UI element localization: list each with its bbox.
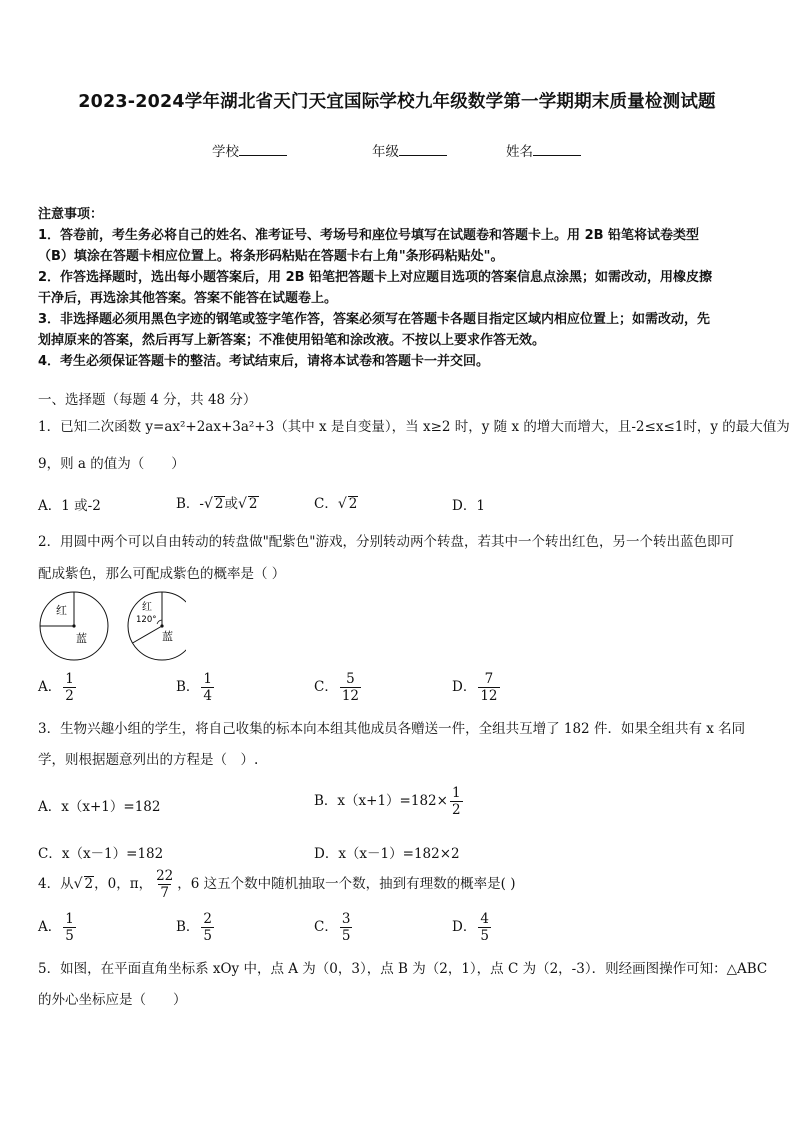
- fraction: [154, 868, 175, 901]
- fraction: [201, 911, 214, 944]
- grade-label: 年级: [372, 144, 399, 160]
- option-label: B．: [176, 919, 200, 935]
- q4-mid: ，0，π，: [94, 876, 153, 892]
- question-1-line1: 1．已知二次函数 y=ax²+2ax+3a²+3（其中 x 是自变量），当 x≥2 时，y 随 x 的增大而增大，且-2≤x≤1时，y 的最大值为: [38, 419, 790, 435]
- numerator: 7: [484, 671, 494, 687]
- disk2-red-label: 红: [142, 602, 152, 613]
- fraction: [63, 911, 76, 944]
- disk2-angle-label: 120°: [136, 615, 157, 625]
- q3-option-c[interactable]: C．x（x－1）=182: [38, 846, 164, 862]
- question-2-line1: 2．用圆中两个可以自由转动的转盘做"配紫色"游戏，分别转动两个转盘，若其中一个转出红色，另一个转出蓝色即可: [38, 534, 735, 550]
- denominator: 12: [341, 688, 360, 704]
- question-4: [38, 868, 515, 901]
- q1-option-a[interactable]: A．1 或-2: [38, 498, 101, 514]
- disk1-blue-label: 蓝: [76, 632, 87, 645]
- denominator: 4: [203, 688, 213, 704]
- option-label: C．: [314, 919, 338, 935]
- q2-option-d[interactable]: [452, 671, 502, 704]
- notes-line: 1．答卷前，考生务必将自己的姓名、准考证号、考场号和座位号填写在试题卷和答题卡上。用 2B 铅笔将试卷类型: [38, 228, 700, 243]
- grade-blank[interactable]: [399, 144, 447, 156]
- q1-b-radicand1: 2: [214, 496, 224, 512]
- notes-line: 划掉原来的答案，然后再写上新答案；不准使用铅笔和涂改液。不按以上要求作答无效。: [38, 333, 546, 348]
- section-heading: 一、选择题（每题 4 分，共 48 分）: [38, 392, 257, 408]
- sqrt-icon: √: [73, 876, 83, 892]
- q4-prefix: 4．从: [38, 876, 74, 892]
- spinner-disk-1: [40, 592, 108, 660]
- q2-option-a[interactable]: [38, 671, 78, 704]
- q3-option-b[interactable]: [314, 785, 465, 818]
- option-label: C．: [314, 679, 338, 695]
- q4-option-a[interactable]: [38, 911, 78, 944]
- numerator: 1: [65, 911, 74, 927]
- q1-option-d[interactable]: D．1: [452, 498, 485, 514]
- fraction: [450, 785, 463, 818]
- numerator: 1: [451, 785, 461, 801]
- grade-field: [372, 140, 447, 160]
- notes-line: 2．作答选择题时，选出每小题答案后，用 2B 铅笔把答题卡上对应题目选项的答案信息点涂黑；如需改动，用橡皮擦: [38, 270, 713, 285]
- notes-line: 4．考生必须保证答题卡的整洁。考试结束后，请将本试卷和答题卡一并交回。: [38, 354, 490, 369]
- option-label: B．: [176, 679, 200, 695]
- page-title: 2023-2024学年湖北省天门天宜国际学校九年级数学第一学期期末质量检测试题: [78, 92, 716, 112]
- fraction: [478, 671, 499, 704]
- question-5-line1: 5．如图，在平面直角坐标系 xOy 中，点 A 为（0，3），点 B 为（2，1），点 C 为（2，-3）．则经画图操作可知：△ABC: [38, 961, 768, 977]
- q3-b-text: B．x（x+1）=182×: [314, 793, 448, 809]
- disk1-red-label: 红: [56, 604, 67, 617]
- q1-option-c[interactable]: [314, 492, 358, 512]
- q1-b-radicand2: 2: [248, 496, 258, 512]
- q1-b-or: 或: [224, 496, 238, 512]
- q2-option-c[interactable]: [314, 671, 363, 704]
- q1-option-b[interactable]: [176, 492, 259, 512]
- option-label: D．: [452, 679, 477, 695]
- option-label: D．: [452, 919, 477, 935]
- numerator: 1: [203, 671, 213, 687]
- question-5-line2: 的外心坐标应是（ ）: [38, 992, 187, 1008]
- notes-line: （B）填涂在答题卡相应位置上。将条形码粘贴在答题卡右上角"条形码粘贴处"。: [38, 249, 504, 264]
- fraction: [478, 911, 491, 944]
- school-field: [212, 140, 287, 160]
- denominator: 2: [451, 802, 461, 818]
- question-2-line2: 配成紫色，那么可配成紫色的概率是（ ）: [38, 566, 286, 582]
- q4-suffix: ，6 这五个数中随机抽取一个数，抽到有理数的概率是( ): [177, 876, 516, 892]
- name-field: [506, 140, 581, 160]
- spinner-disk-2: [128, 592, 186, 660]
- option-label: A．: [38, 919, 62, 935]
- numerator: 4: [480, 911, 489, 927]
- fraction: [201, 671, 214, 704]
- numerator: 1: [65, 671, 74, 687]
- question-3-line2: 学，则根据题意列出的方程是（ ）.: [38, 752, 259, 768]
- q4-option-c[interactable]: [314, 911, 354, 944]
- school-blank[interactable]: [239, 144, 287, 156]
- denominator: 7: [160, 885, 169, 901]
- denominator: 5: [480, 928, 489, 944]
- name-label: 姓名: [506, 144, 533, 160]
- numerator: 2: [203, 911, 213, 927]
- fraction: [340, 671, 361, 704]
- q2-option-b[interactable]: [176, 671, 216, 704]
- notes-heading: 注意事项：: [38, 207, 104, 222]
- q4-option-b[interactable]: [176, 911, 216, 944]
- denominator: 5: [203, 928, 213, 944]
- question-3-line1: 3．生物兴趣小组的学生，将自己收集的标本向本组其他成员各赠送一件，全组共互增了 182 件．如果全组共有 x 名同: [38, 721, 746, 737]
- q1-c-radicand: 2: [348, 496, 358, 512]
- q4-radicand: 2: [84, 876, 94, 892]
- numerator: 3: [341, 911, 351, 927]
- notes-line: 3．非选择题必须用黑色字迹的钢笔或签字笔作答，答案必须写在答题卡各题目指定区域内相应位置上；如需改动，先: [38, 312, 711, 327]
- sqrt-icon: √: [238, 496, 247, 512]
- q4-option-d[interactable]: [452, 911, 493, 944]
- q1-b-prefix: B．-: [176, 496, 204, 512]
- denominator: 2: [65, 688, 74, 704]
- denominator: 12: [480, 688, 498, 704]
- spinner-figure: [36, 590, 186, 665]
- name-blank[interactable]: [533, 144, 581, 156]
- notes-line: 干净后，再选涂其他答案。答案不能答在试题卷上。: [38, 291, 338, 306]
- q1-c-prefix: C．: [314, 496, 338, 512]
- fraction: [340, 911, 353, 944]
- q3-option-a[interactable]: A．x（x+1）=182: [38, 799, 161, 815]
- disk2-blue-label: 蓝: [162, 630, 173, 643]
- q3-option-d[interactable]: D．x（x－1）=182×2: [314, 846, 460, 862]
- school-label: 学校: [212, 144, 239, 160]
- fraction: [63, 671, 76, 704]
- question-1-line2: 9，则 a 的值为（ ）: [38, 456, 185, 472]
- sqrt-icon: √: [203, 496, 213, 512]
- numerator: 22: [156, 868, 174, 884]
- option-label: A．: [38, 679, 62, 695]
- numerator: 5: [346, 671, 355, 687]
- denominator: 5: [65, 928, 74, 944]
- sqrt-icon: √: [337, 496, 347, 512]
- denominator: 5: [341, 928, 351, 944]
